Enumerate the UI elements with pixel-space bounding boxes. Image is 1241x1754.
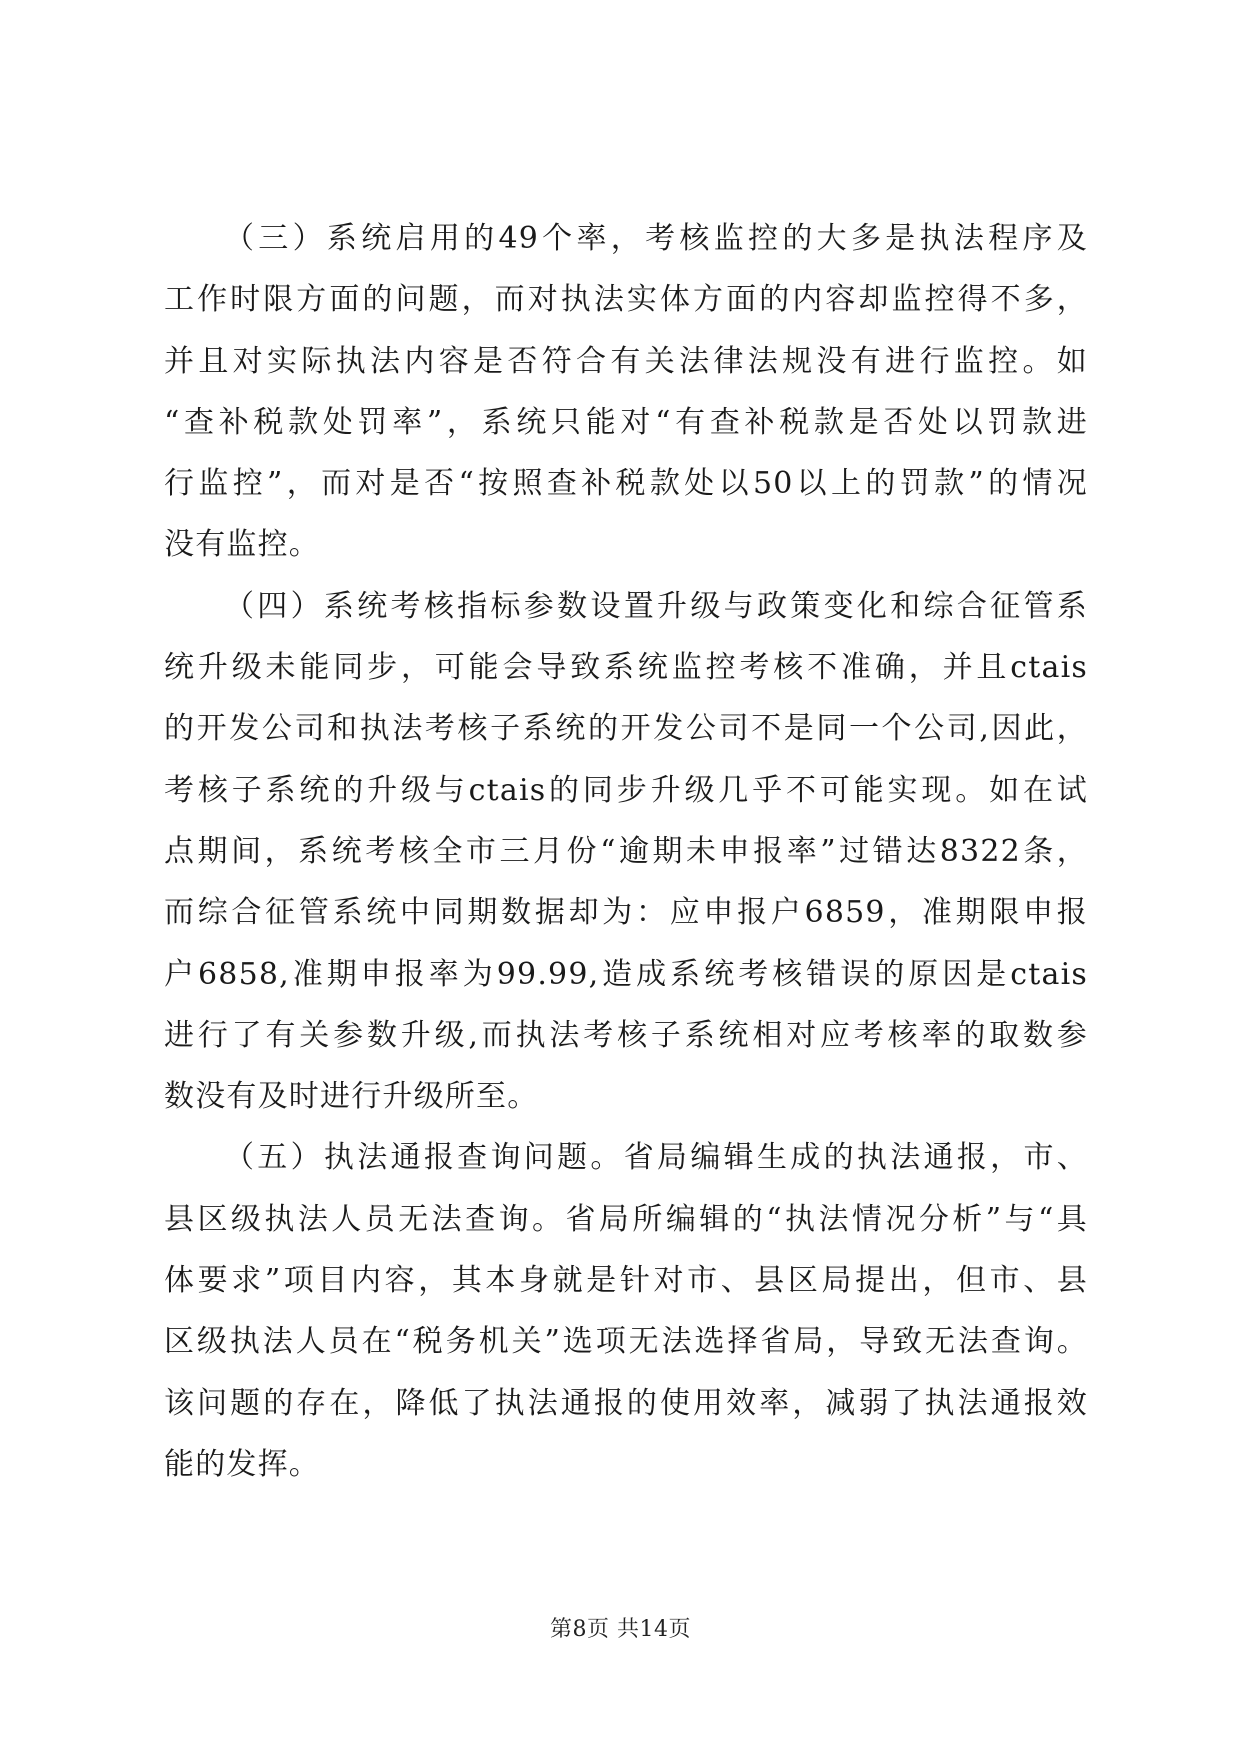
paragraph-3-line-3: 并且对实际执法内容是否符合有关法律法规没有进行监控。如 bbox=[164, 343, 1088, 379]
paragraph-3-line-6: 没有监控。 bbox=[164, 527, 320, 563]
document-body bbox=[164, 221, 1088, 1511]
paragraph-4-line-9: 数没有及时进行升级所至。 bbox=[164, 1079, 539, 1115]
paragraph-4-line-1: （四）系统考核指标参数设置升级与政策变化和综合征管系 bbox=[224, 588, 1088, 624]
paragraph-4-line-4: 考核子系统的升级与ctais的同步升级几乎不可能实现。如在试 bbox=[164, 772, 1088, 808]
paragraph-4-line-8: 进行了有关参数升级,而执法考核子系统相对应考核率的取数参 bbox=[164, 1017, 1088, 1053]
paragraph-5-line-4: 区级执法人员在“税务机关”选项无法选择省局，导致无法查询。 bbox=[164, 1324, 1088, 1360]
paragraph-5-line-3: 体要求”项目内容，其本身就是针对市、县区局提出，但市、县 bbox=[164, 1263, 1088, 1299]
paragraph-3-line-1: （三）系统启用的49个率，考核监控的大多是执法程序及 bbox=[224, 221, 1088, 256]
paragraph-5-line-2: 县区级执法人员无法查询。省局所编辑的“执法情况分析”与“具 bbox=[164, 1201, 1088, 1237]
paragraph-3-line-2: 工作时限方面的问题，而对执法实体方面的内容却监控得不多， bbox=[164, 282, 1088, 318]
paragraph-4-line-7: 户6858,准期申报率为99.99,造成系统考核错误的原因是ctais bbox=[164, 956, 1088, 992]
paragraph-5-line-1: （五）执法通报查询问题。省局编辑生成的执法通报，市、 bbox=[224, 1140, 1088, 1176]
paragraph-4-line-2: 统升级未能同步，可能会导致系统监控考核不准确，并且ctais bbox=[164, 650, 1088, 686]
paragraph-4-line-3: 的开发公司和执法考核子系统的开发公司不是同一个公司,因此， bbox=[164, 711, 1088, 747]
page-number-footer: 第8页 共14页 bbox=[550, 1617, 691, 1642]
paragraph-4-line-6: 而综合征管系统中同期数据却为：应申报户6859，准期限申报 bbox=[164, 895, 1088, 931]
paragraph-5-line-5: 该问题的存在，降低了执法通报的使用效率，减弱了执法通报效 bbox=[164, 1385, 1088, 1421]
paragraph-3-line-4: “查补税款处罚率”，系统只能对“有查补税款是否处以罚款进 bbox=[164, 404, 1088, 440]
paragraph-4-line-5: 点期间，系统考核全市三月份“逾期未申报率”过错达8322条， bbox=[164, 833, 1088, 869]
paragraph-3-line-5: 行监控”，而对是否“按照查补税款处以50以上的罚款”的情况 bbox=[164, 466, 1088, 502]
paragraph-5-line-6: 能的发挥。 bbox=[164, 1446, 320, 1482]
